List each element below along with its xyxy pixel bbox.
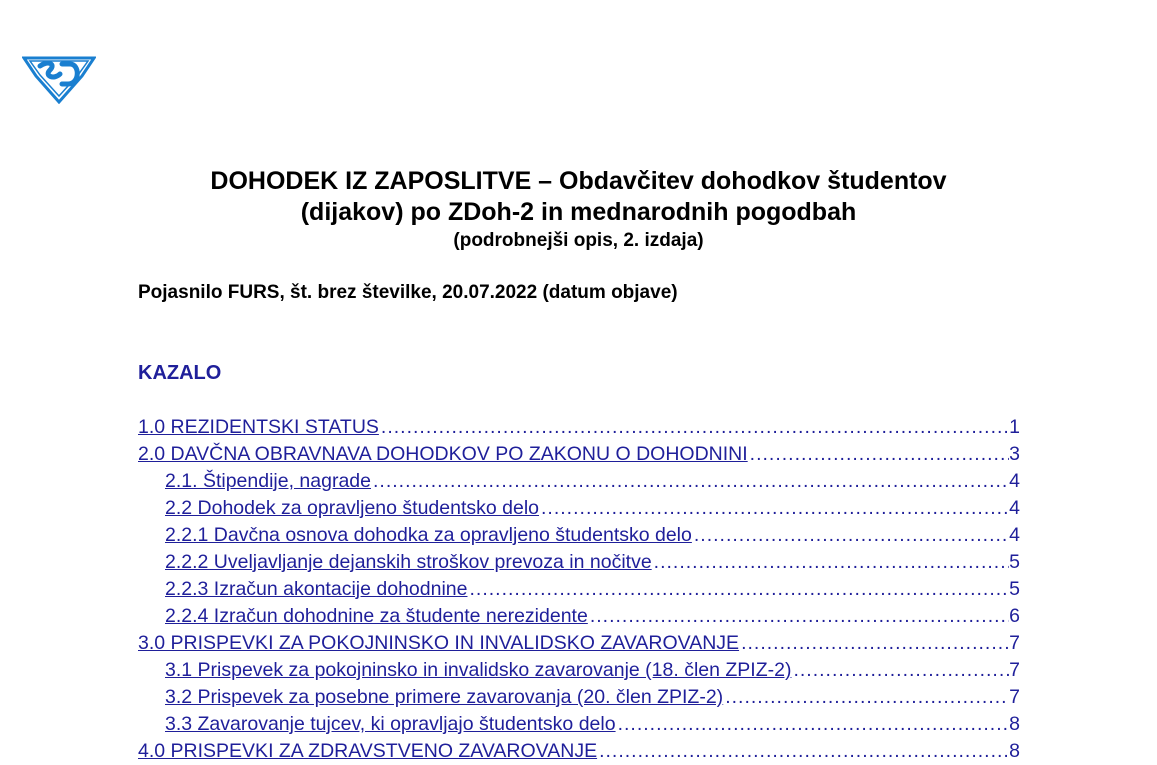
toc-dot-leader	[379, 414, 1009, 441]
toc-entry[interactable]	[138, 414, 1020, 441]
toc-entry-link[interactable]: 3.3 Zavarovanje tujcev, ki opravljajo študentsko delo	[165, 713, 616, 735]
toc-dot-leader	[748, 441, 1009, 468]
toc-entry-link[interactable]: 2.0 DAVČNA OBRAVNAVA DOHODKOV PO ZAKONU O DOHODNINI	[138, 443, 748, 465]
toc-entry-link[interactable]: 2.2.1 Davčna osnova dohodka za opravljeno študentsko delo	[165, 524, 692, 546]
toc-entry-link[interactable]: 2.2 Dohodek za opravljeno študentsko delo	[165, 497, 540, 519]
toc-page-number[interactable]: 4	[1009, 524, 1020, 546]
toc-entry[interactable]	[138, 657, 1020, 684]
toc-entry[interactable]	[138, 711, 1020, 738]
toc-entry-link[interactable]: 4.0 PRISPEVKI ZA ZDRAVSTVENO ZAVAROVANJE	[138, 740, 598, 762]
toc-page-number[interactable]: 5	[1009, 578, 1020, 600]
toc-dot-leader	[723, 684, 1009, 711]
toc-entry-link[interactable]: 1.0 REZIDENTSKI STATUS	[138, 416, 379, 438]
toc-page-number[interactable]: 7	[1009, 686, 1020, 708]
toc-entry-link[interactable]: 3.0 PRISPEVKI ZA POKOJNINSKO IN INVALIDSKO ZAVAROVANJE	[138, 632, 740, 654]
toc-entry[interactable]	[138, 549, 1020, 576]
toc-entry[interactable]	[138, 576, 1020, 603]
title-line-1: DOHODEK IZ ZAPOSLITVE – Obdavčitev dohodkov študentov	[210, 167, 947, 195]
toc-dot-leader	[371, 468, 1009, 495]
toc-dot-leader	[739, 630, 1009, 657]
toc-entry[interactable]	[138, 522, 1020, 549]
toc-dot-leader	[616, 711, 1010, 738]
toc-page-number[interactable]: 8	[1009, 713, 1020, 735]
toc-heading: KAZALO	[138, 362, 222, 384]
toc-entry-link[interactable]: 2.1. Štipendije, nagrade	[165, 470, 371, 492]
toc-dot-leader	[588, 603, 1009, 630]
title-line-2: (dijakov) po ZDoh-2 in mednarodnih pogodbah	[300, 198, 857, 226]
explanation-reference: Pojasnilo FURS, št. brez številke, 20.07.2022 (datum objave)	[138, 282, 678, 303]
document-subtitle: (podrobnejši opis, 2. izdaja)	[453, 230, 704, 251]
toc-page-number[interactable]: 4	[1009, 497, 1020, 519]
toc-entry[interactable]	[138, 495, 1020, 522]
toc-page-number[interactable]: 1	[1009, 416, 1020, 438]
toc-page-number[interactable]: 5	[1009, 551, 1020, 573]
toc-dot-leader	[467, 576, 1009, 603]
toc-entry-link[interactable]: 3.2 Prispevek za posebne primere zavarovanja (20. člen ZPIZ-2)	[165, 686, 724, 708]
toc-dot-leader	[692, 522, 1009, 549]
toc-dot-leader	[791, 657, 1009, 684]
toc-dot-leader	[539, 495, 1009, 522]
toc-page-number[interactable]: 8	[1009, 740, 1020, 762]
document-title	[0, 166, 1157, 254]
toc-entry[interactable]	[138, 603, 1020, 630]
toc-entry[interactable]	[138, 468, 1020, 495]
toc-page-number[interactable]: 3	[1009, 443, 1020, 465]
toc-entry-link[interactable]: 2.2.4 Izračun dohodnine za študente nerezidente	[165, 605, 588, 627]
toc-entry[interactable]	[138, 684, 1020, 711]
table-of-contents	[138, 414, 1020, 765]
toc-entry-link[interactable]: 3.1 Prispevek za pokojninsko in invalidsko zavarovanje (18. člen ZPIZ-2)	[165, 659, 792, 681]
toc-page-number[interactable]: 7	[1009, 632, 1020, 654]
toc-dot-leader	[597, 738, 1009, 765]
toc-dot-leader	[652, 549, 1009, 576]
toc-entry[interactable]	[138, 441, 1020, 468]
toc-page-number[interactable]: 7	[1009, 659, 1020, 681]
toc-entry-link[interactable]: 2.2.2 Uveljavljanje dejanskih stroškov prevoza in nočitve	[165, 551, 652, 573]
publisher-logo	[22, 48, 96, 104]
toc-entry-link[interactable]: 2.2.3 Izračun akontacije dohodnine	[165, 578, 468, 600]
toc-page-number[interactable]: 6	[1009, 605, 1020, 627]
toc-page-number[interactable]: 4	[1009, 470, 1020, 492]
toc-entry[interactable]	[138, 738, 1020, 765]
toc-entry[interactable]	[138, 630, 1020, 657]
